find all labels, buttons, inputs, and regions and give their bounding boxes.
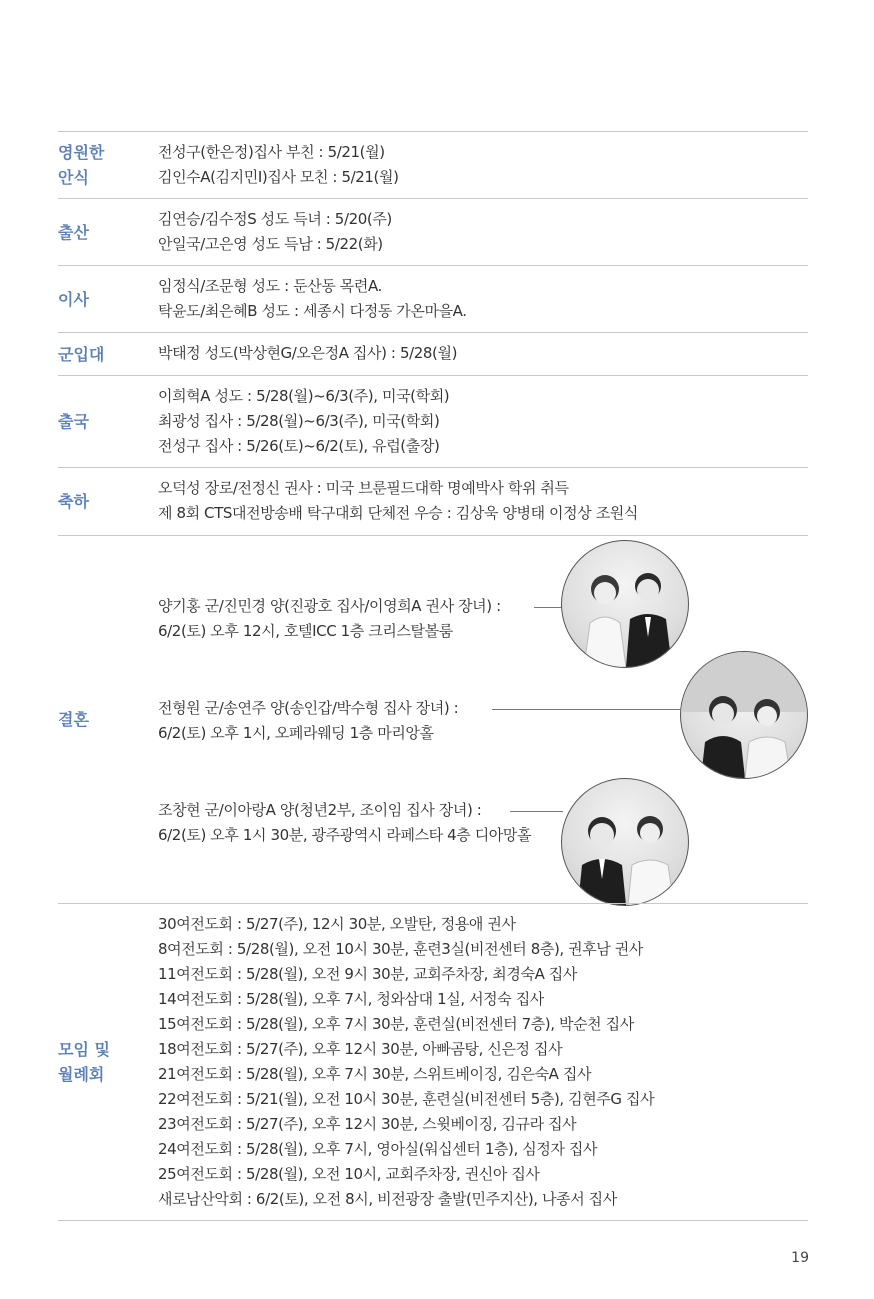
wedding-couple: 조창현 군/이아랑A 양(청년2부, 조이임 집사 장녀) : — [158, 801, 482, 819]
section-label: 출산 — [58, 222, 89, 242]
list-item: 탁윤도/최은혜B 성도 : 세종시 다정동 가온마을A. — [158, 302, 467, 320]
wedding-photo — [680, 651, 808, 779]
section-label: 모임 및 월례회 — [58, 1040, 110, 1084]
wedding-details: 6/2(토) 오후 1시, 오페라웨딩 1층 마리앙홀 — [158, 724, 434, 742]
list-item: 18여전도회 : 5/27(주), 오후 12시 30분, 아빠곰탕, 신은정 집사 — [158, 1040, 563, 1058]
wedding-photo — [561, 778, 689, 906]
list-item: 안일국/고은영 성도 득남 : 5/22(화) — [158, 235, 383, 253]
section-congratulations — [58, 467, 808, 535]
list-item: 24여전도회 : 5/28(월), 오후 7시, 영아실(워십센터 1층), 심정자 집사 — [158, 1140, 598, 1158]
list-item: 25여전도회 : 5/28(월), 오전 10시, 교회주차장, 권신아 집사 — [158, 1165, 540, 1183]
connector-line — [492, 709, 682, 710]
wedding-details: 6/2(토) 오후 12시, 호텔ICC 1층 크리스탈볼룸 — [158, 622, 453, 640]
section-label: 이사 — [58, 289, 89, 309]
wedding-couple: 전형원 군/송연주 양(송인갑/박수형 집사 장녀) : — [158, 699, 459, 717]
section-meetings — [58, 903, 808, 1221]
list-item: 김연승/김수정S 성도 득녀 : 5/20(주) — [158, 210, 392, 228]
wedding-item — [158, 594, 501, 644]
list-item: 박태정 성도(박상현G/오은정A 집사) : 5/28(월) — [158, 344, 458, 362]
section-condolence — [58, 131, 808, 198]
list-item: 최광성 집사 : 5/28(월)~6/3(주), 미국(학회) — [158, 412, 440, 430]
section-birth — [58, 198, 808, 265]
section-label: 출국 — [58, 412, 89, 431]
list-item: 이희혁A 성도 : 5/28(월)~6/3(주), 미국(학회) — [158, 387, 450, 405]
connector-line — [510, 811, 563, 812]
wedding-item — [158, 696, 458, 746]
section-departure — [58, 375, 808, 467]
list-item: 23여전도회 : 5/27(주), 오후 12시 30분, 스윗베이징, 김규라 집사 — [158, 1115, 577, 1133]
connector-line — [534, 607, 563, 608]
wedding-item — [158, 798, 531, 848]
list-item: 김인수A(김지민I)집사 모친 : 5/21(월) — [158, 168, 399, 186]
list-item: 제 8회 CTS대전방송배 탁구대회 단체전 우승 : 김상욱 양병태 이정상 조원식 — [158, 504, 638, 522]
list-item: 15여전도회 : 5/28(월), 오후 7시 30분, 훈련실(비전센터 7층), 박순천 집사 — [158, 1015, 634, 1033]
list-item: 오덕성 장로/전정신 권사 : 미국 브룬필드대학 명예박사 학위 취득 — [158, 479, 569, 497]
page-number: 19 — [791, 1250, 809, 1266]
list-item: 전성구 집사 : 5/26(토)~6/2(토), 유럽(출장) — [158, 437, 440, 455]
wedding-details: 6/2(토) 오후 1시 30분, 광주광역시 라페스타 4층 디아망홀 — [158, 826, 532, 844]
announcement-table — [58, 131, 808, 1221]
list-item: 새로남산악회 : 6/2(토), 오전 8시, 비전광장 출발(민주지산), 나종서 집사 — [158, 1190, 617, 1208]
list-item: 임정식/조문형 성도 : 둔산동 목련A. — [158, 277, 382, 295]
wedding-photo — [561, 540, 689, 668]
list-item: 8여전도회 : 5/28(월), 오전 10시 30분, 훈련3실(비전센터 8층), 권후남 권사 — [158, 940, 643, 958]
list-item: 21여전도회 : 5/28(월), 오후 7시 30분, 스위트베이징, 김은숙A 집사 — [158, 1065, 592, 1083]
list-item: 11여전도회 : 5/28(월), 오전 9시 30분, 교회주차장, 최경숙A 집사 — [158, 965, 577, 983]
section-label: 영원한 안식 — [58, 143, 105, 187]
list-item: 22여전도회 : 5/21(월), 오전 10시 30분, 훈련실(비전센터 5층), 김현주G 집사 — [158, 1090, 655, 1108]
section-military — [58, 332, 808, 375]
section-moving — [58, 265, 808, 332]
section-label: 군입대 — [58, 344, 105, 364]
list-item: 30여전도회 : 5/27(주), 12시 30분, 오발탄, 정용애 권사 — [158, 915, 516, 933]
section-label: 결혼 — [58, 710, 89, 729]
wedding-couple: 양기홍 군/진민경 양(진광호 집사/이영희A 권사 장녀) : — [158, 597, 501, 615]
list-item: 전성구(한은정)집사 부친 : 5/21(월) — [158, 143, 385, 161]
section-wedding — [58, 535, 808, 903]
section-label: 축하 — [58, 492, 89, 511]
list-item: 14여전도회 : 5/28(월), 오후 7시, 청와삼대 1실, 서정숙 집사 — [158, 990, 544, 1008]
